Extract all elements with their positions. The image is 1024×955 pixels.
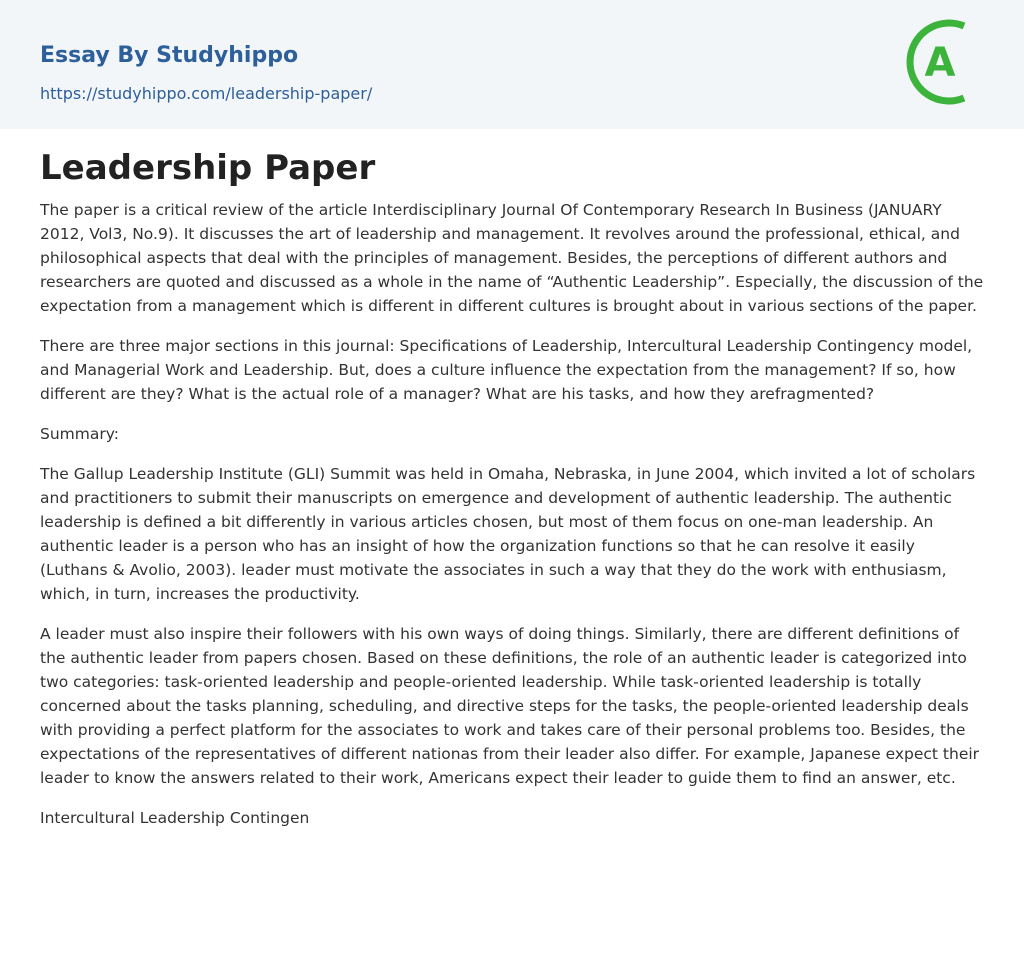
source-url-link[interactable]: https://studyhippo.com/leadership-paper/ (40, 84, 373, 103)
article-paragraph-intro: The paper is a critical review of the article Interdisciplinary Journal Of Contemporary Research In Business (JANUARY 2012, Vol3, No.9). It discusses the art of leadership and management. It revolves around the professional, ethical, and philosophical aspects that deal with the principles of management. Besides, the perceptions of different authors and researchers are quoted and discussed as a whole in the name of “Authentic Leadership”. Especially, the discussion of the expectation from a management which is different in different cultures is brought about in various sections of the paper. (40, 201, 984, 315)
article-paragraph-sections: There are three major sections in this journal: Specifications of Leadership, Intercultural Leadership Contingency model, and Managerial Work and Leadership. But, does a culture influence the expectation from the management? If so, how different are they? What is the actual role of a manager? What are his tasks, and how they arefragmented? (40, 337, 973, 403)
summary-heading: Summary: (40, 425, 119, 443)
logo-letter: A (924, 40, 956, 86)
article-paragraph-leader-roles: A leader must also inspire their followers with his own ways of doing things. Similarly, there are different definitions of the authentic leader from papers chosen. Based on these definitions, the role of an authentic leader is categorized into two categories: task-oriented leadership and people-oriented leadership. While task-oriented leadership is totally concerned about the tasks planning, scheduling, and directive steps for the tasks, the people-oriented leadership deals with providing a perfect platform for the associates to work and takes care of their personal problems too. Besides, the expectations of the representatives of different nationas from their leader also differ. For example, Japanese expect their leader to know the answers related to their work, Americans expect their leader to guide them to find an answer, etc. (40, 625, 980, 787)
article-paragraph-gli-summit: The Gallup Leadership Institute (GLI) Summit was held in Omaha, Nebraska, in June 2004, which invited a lot of scholars and practitioners to submit their manuscripts on emergence and development of authentic leadership. The authentic leadership is defined a bit differently in various articles chosen, but most of them focus on one-man leadership. An authentic leader is a person who has an insight of how the organization functions so that he can resolve it easily (Luthans & Avolio, 2003). leader must motivate the associates in such a way that they do the work with enthusiasm, which, in turn, increases the productivity. (40, 465, 976, 603)
brand-title: Essay By Studyhippo (40, 43, 299, 68)
article-paragraph-truncated: Intercultural Leadership Contingen (40, 809, 310, 827)
page-title: Leadership Paper (40, 148, 376, 188)
studyhippo-logo-icon[interactable] (900, 17, 990, 107)
article (40, 144, 984, 830)
site-header (0, 0, 1024, 129)
